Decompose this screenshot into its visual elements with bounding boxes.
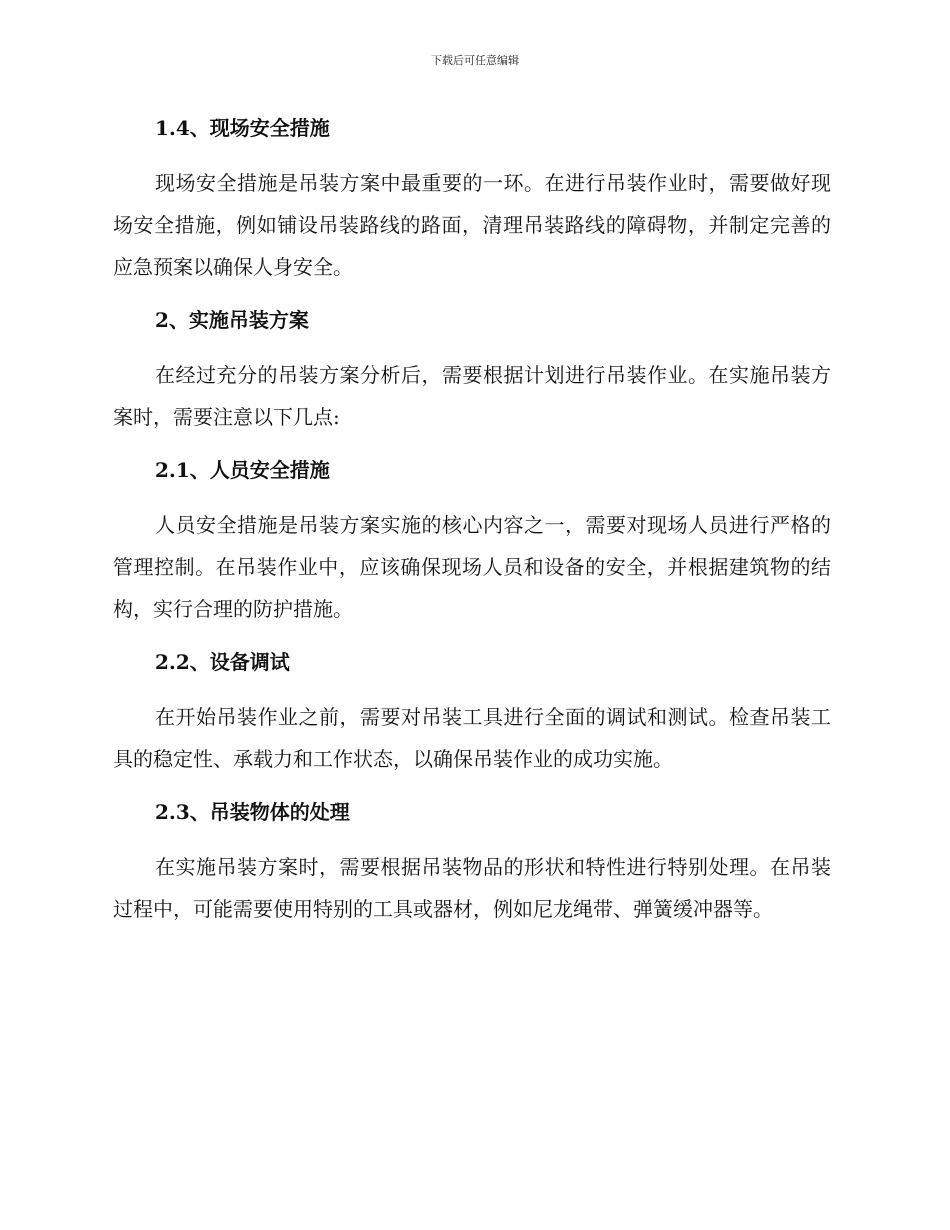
section-heading-2-1: 2.1、人员安全措施 [155, 458, 330, 482]
section-heading-2: 2、实施吊装方案 [155, 308, 309, 332]
section-paragraph-1-4: 现场安全措施是吊装方案中最重要的一环。在进行吊装作业时，需要做好现场安全措施，例如铺设吊装路线的路面，清理吊装路线的障碍物，并制定完善的应急预案以确保人身安全。 [113, 171, 831, 279]
section-paragraph-2-1: 人员安全措施是吊装方案实施的核心内容之一，需要对现场人员进行严格的管理控制。在吊装作业中，应该确保现场人员和设备的安全，并根据建筑物的结构，实行合理的防护措施。 [113, 513, 831, 621]
section-heading-2-2: 2.2、设备调试 [155, 650, 290, 674]
section-paragraph-2: 在经过充分的吊装方案分析后，需要根据计划进行吊装作业。在实施吊装方案时，需要注意以下几点: [113, 363, 831, 429]
document-body [113, 108, 831, 930]
section-paragraph-2-2: 在开始吊装作业之前，需要对吊装工具进行全面的调试和测试。检查吊装工具的稳定性、承载力和工作状态，以确保吊装作业的成功实施。 [113, 705, 831, 771]
section-heading-2-3: 2.3、吊装物体的处理 [155, 800, 350, 824]
page-header: 下载后可任意编辑 [431, 54, 519, 67]
section-paragraph-2-3: 在实施吊装方案时，需要根据吊装物品的形状和特性进行特别处理。在吊装过程中，可能需要使用特别的工具或器材，例如尼龙绳带、弹簧缓冲器等。 [113, 855, 831, 921]
section-heading-1-4: 1.4、现场安全措施 [155, 116, 330, 140]
